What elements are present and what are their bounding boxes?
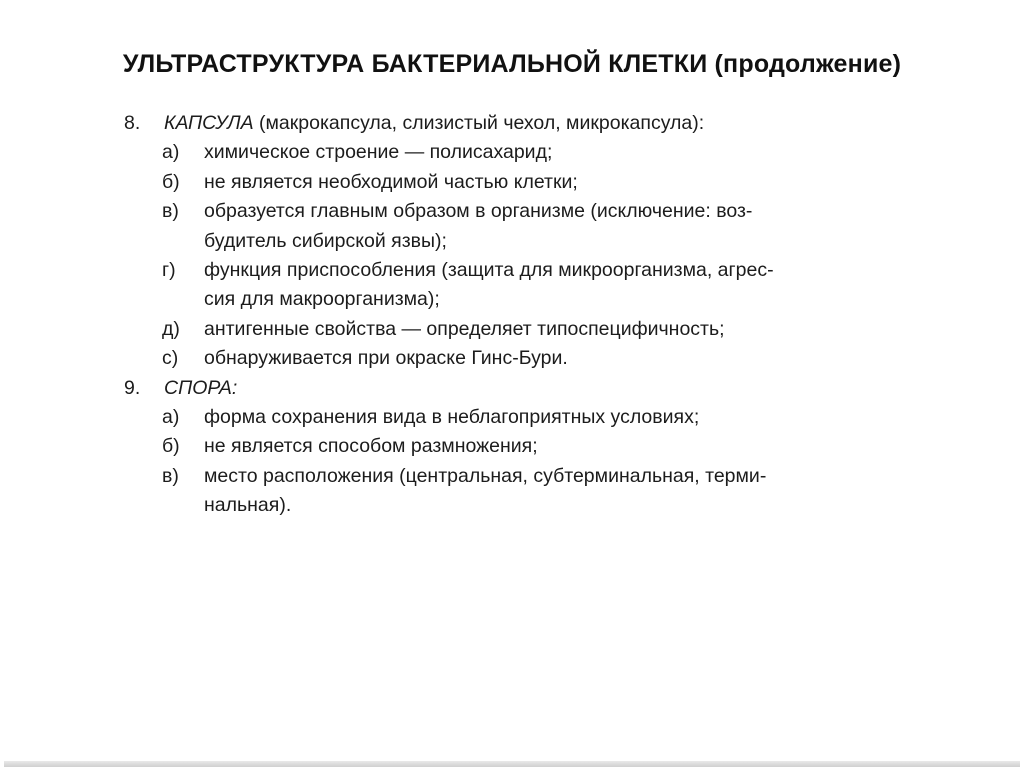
item-text: обнаруживается при окраске Гинс-Бури.: [204, 347, 568, 370]
slide-bottom-edge: [4, 761, 1020, 767]
list-item: [118, 432, 878, 461]
list-item: [118, 403, 878, 432]
item-text: химическое строение — полисахарид;: [204, 141, 553, 164]
section-number: 9.: [124, 376, 141, 399]
list-item: [118, 256, 878, 285]
list-item-continuation: [118, 491, 878, 520]
item-letter: д): [162, 317, 180, 340]
item-text: не является способом размножения;: [204, 435, 538, 458]
list-item: [118, 315, 878, 344]
section-heading: СПОРА:: [164, 376, 238, 399]
content-list: [118, 109, 878, 521]
list-item-continuation: [118, 227, 878, 256]
item-text: место расположения (центральная, субтерминальная, терми-: [204, 464, 767, 487]
item-letter: а): [162, 406, 180, 429]
item-letter: а): [162, 141, 180, 164]
item-letter: б): [162, 435, 180, 458]
item-text: форма сохранения вида в неблагоприятных условиях;: [204, 406, 700, 429]
section-spore-heading: [118, 374, 878, 403]
list-item: [118, 462, 878, 491]
item-text: сия для макроорганизма);: [204, 288, 440, 311]
list-item: [118, 138, 878, 167]
item-text: будитель сибирской язвы);: [204, 229, 447, 252]
slide-title: УЛЬТРАСТРУКТУРА БАКТЕРИАЛЬНОЙ КЛЕТКИ (продолжение): [122, 50, 902, 78]
item-letter: в): [162, 464, 179, 487]
section-heading-rest: (макрокапсула, слизистый чехол, микрокапсула):: [253, 112, 705, 134]
list-item-continuation: [118, 285, 878, 314]
item-text: антигенные свойства — определяет типоспецифичность;: [204, 317, 725, 340]
item-letter: г): [162, 259, 176, 282]
list-item: [118, 197, 878, 226]
list-item: [118, 168, 878, 197]
section-number: 8.: [124, 112, 141, 134]
item-text: функция приспособления (защита для микроорганизма, агрес-: [204, 259, 774, 282]
item-text: не является необходимой частью клетки;: [204, 170, 578, 193]
item-letter: б): [162, 170, 180, 193]
item-text: нальная).: [204, 494, 292, 517]
section-capsule-heading: [118, 109, 878, 138]
item-letter: в): [162, 200, 179, 223]
section-heading: КАПСУЛА: [164, 112, 254, 134]
list-item: [118, 344, 878, 373]
item-letter: с): [162, 347, 179, 370]
item-text: образуется главным образом в организме (исключение: воз-: [204, 200, 753, 223]
